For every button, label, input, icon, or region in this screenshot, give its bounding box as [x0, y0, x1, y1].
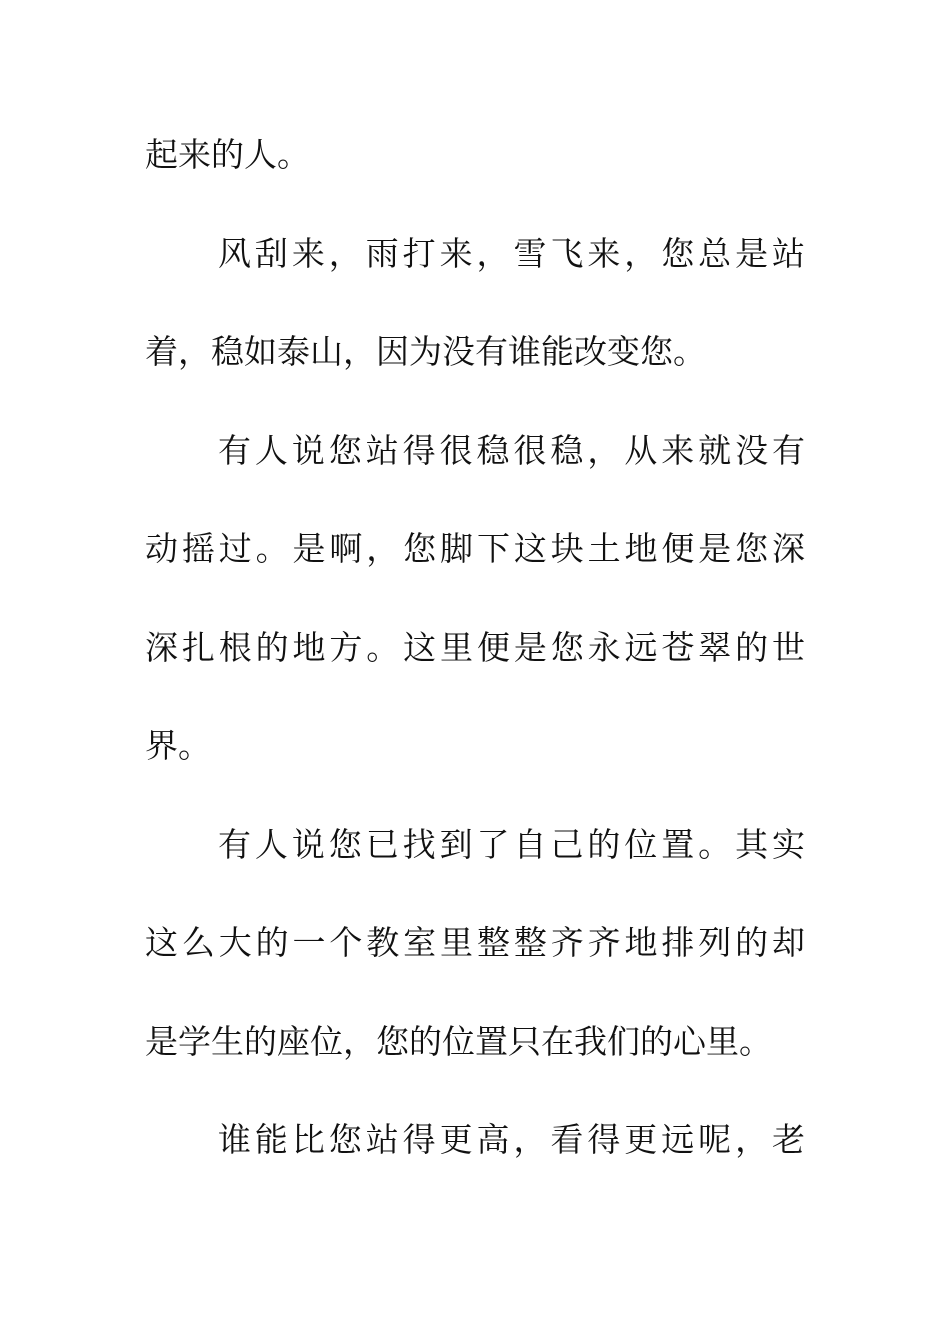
text-line: 是学生的座位，您的位置只在我们的心里。: [145, 1021, 772, 1061]
paragraph-first-line: 有人说您站得很稳很稳，从来就没有: [218, 430, 805, 470]
body-text: [145, 125, 805, 1209]
paragraph-first-line: 有人说您已找到了自己的位置。其实: [218, 824, 805, 864]
text-line: 深扎根的地方。这里便是您永远苍翠的世: [145, 627, 805, 667]
text-line: 界。: [145, 726, 211, 765]
paragraph-first-line: 风刮来，雨打来，雪飞来，您总是站: [218, 233, 805, 273]
text-line: 动摇过。是啊，您脚下这块土地便是您深: [145, 529, 805, 568]
text-line: 这么大的一个教室里整整齐齐地排列的却: [145, 923, 805, 962]
paragraph-first-line: 谁能比您站得更高，看得更远呢，老: [218, 1120, 805, 1159]
text-line: 起来的人。: [145, 135, 310, 174]
text-line: 着，稳如泰山，因为没有谁能改变您。: [145, 332, 706, 371]
